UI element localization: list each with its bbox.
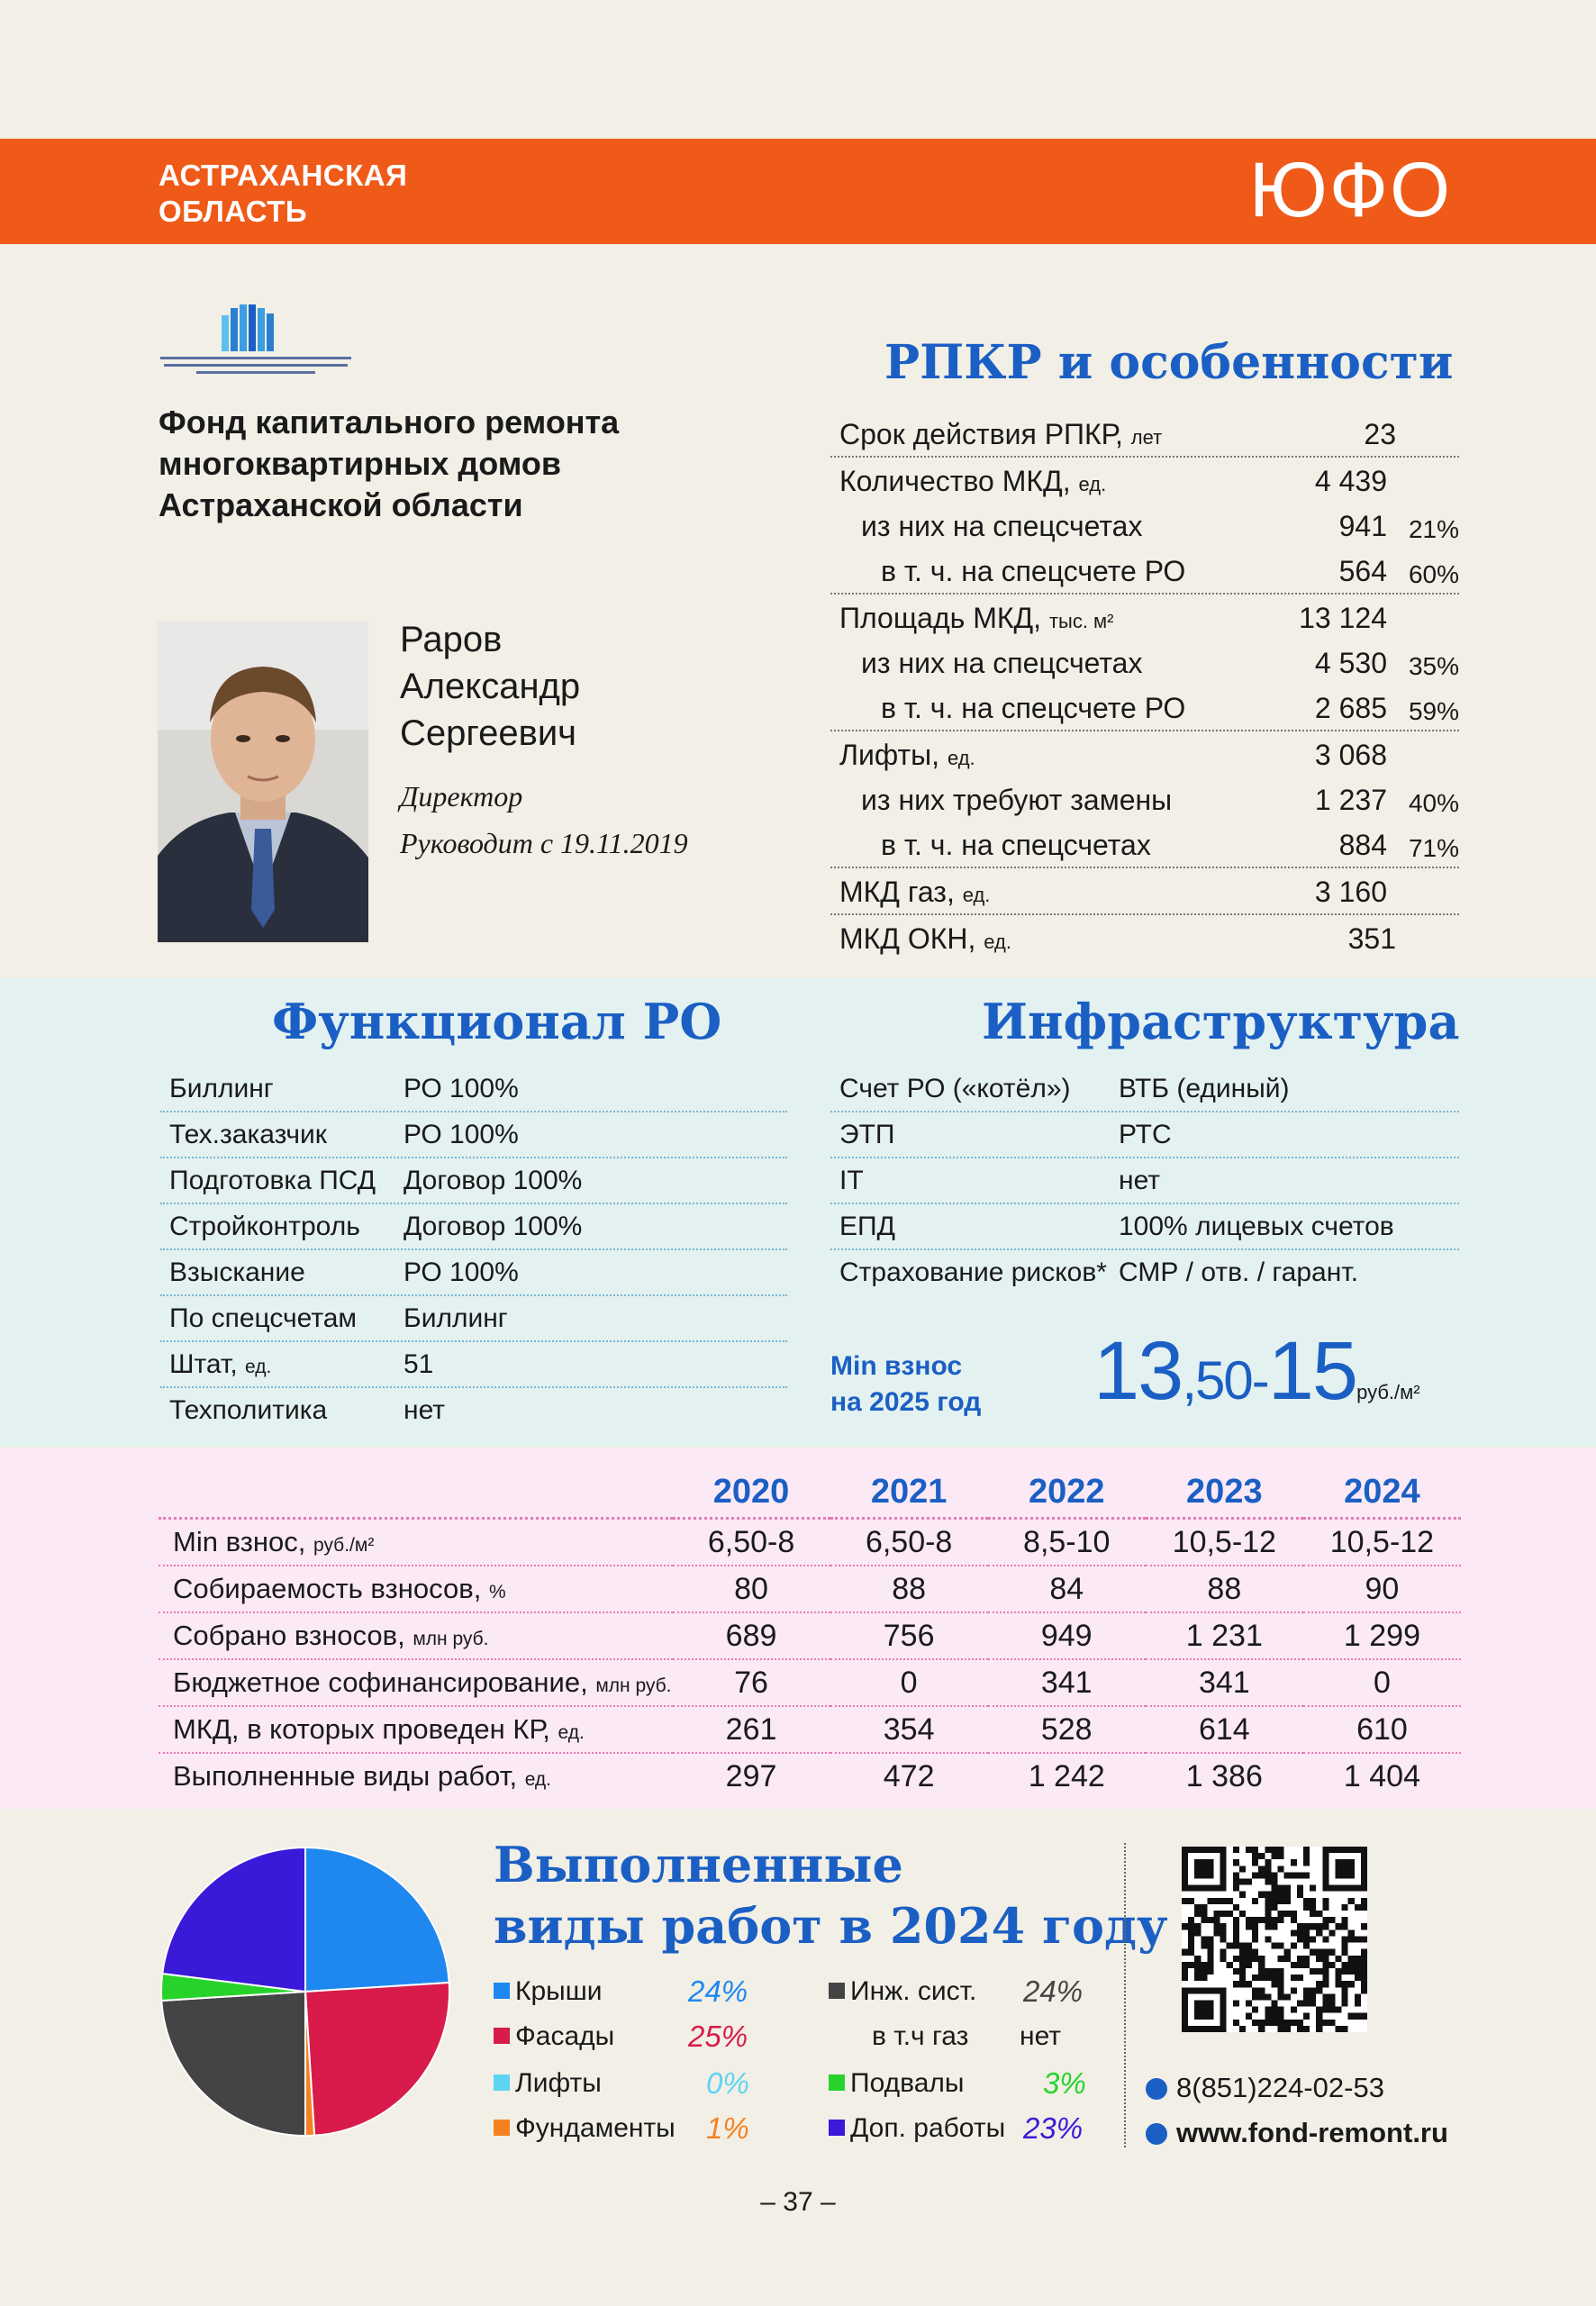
legend-pct-lifts: 0% — [706, 2066, 749, 2100]
stats-table — [159, 1466, 1461, 1799]
rpkr-row-label: из них на спецсчетах — [861, 647, 1143, 679]
legend-value-gas: нет — [1020, 2021, 1061, 2051]
min-fee-label-year: на 2025 год — [830, 1387, 982, 1417]
stats-row: Бюджетное софинансирование, млн руб. 76 0 341 341 0 — [159, 1659, 1461, 1706]
rpkr-row-value: 941 — [1338, 510, 1387, 542]
rpkr-row — [830, 776, 1459, 822]
legend-pct-engineering: 24% — [1023, 1975, 1084, 2008]
rpkr-row-label: Срок действия РПКР, лет — [839, 418, 1163, 450]
infrastructure-table — [830, 1067, 1459, 1294]
year-header: 2024 — [1303, 1466, 1461, 1519]
legend-item-foundations: Фундаменты — [494, 2113, 676, 2144]
year-header: 2023 — [1146, 1466, 1303, 1519]
legend-item-basements: Подвалы — [829, 2068, 964, 2099]
functional-row: Стройконтроль Договор 100% — [160, 1204, 787, 1250]
works-title-line2: виды работ в 2024 году — [494, 1897, 1168, 1955]
rpkr-row-value: 564 — [1338, 555, 1387, 587]
fund-name-line2: многоквартирных домов — [159, 445, 561, 482]
legend-pct-facades: 25% — [688, 2020, 748, 2053]
infrastructure-row: ЕПД 100% лицевых счетов — [830, 1204, 1459, 1250]
contact-website-link[interactable]: www.fond-remont.ru — [1146, 2117, 1448, 2149]
stats-header-row — [159, 1466, 1461, 1519]
stats-row: Собираемость взносов, % 80 88 84 88 90 — [159, 1566, 1461, 1612]
infrastructure-row: ЭТП РТС — [830, 1112, 1459, 1158]
legend-item-facades: Фасады — [494, 2021, 614, 2052]
rpkr-row-percent: 35% — [1408, 652, 1459, 680]
rpkr-row — [830, 822, 1459, 868]
director-since: Руководит с 19.11.2019 — [400, 827, 688, 859]
rpkr-row-label: в т. ч. на спецсчете РО — [881, 692, 1186, 724]
rpkr-row-value: 4 439 — [1314, 465, 1387, 497]
fund-name-line1: Фонд капитального ремонта — [159, 404, 620, 440]
functional-row: Тех.заказчик РО 100% — [160, 1112, 787, 1158]
stats-row: Выполненные виды работ, ед. 297 472 1 242 1 386 1 404 — [159, 1753, 1461, 1799]
director-patronymic: Сергеевич — [400, 713, 577, 753]
functional-row: Взыскание РО 100% — [160, 1250, 787, 1296]
rpkr-row-percent: 40% — [1408, 789, 1459, 817]
rpkr-row-label: из них требуют замены — [861, 784, 1173, 816]
functional-row: Штат, ед. 51 — [160, 1342, 787, 1388]
functional-row: По спецсчетам Биллинг — [160, 1296, 787, 1342]
infrastructure-row: Счет РО («котёл») ВТБ (единый) — [830, 1067, 1459, 1112]
rpkr-row-value: 1 237 — [1314, 784, 1387, 816]
year-header: 2022 — [988, 1466, 1146, 1519]
rpkr-row — [830, 868, 1459, 915]
rpkr-title: РПКР и особенности — [884, 335, 1454, 390]
fund-logo — [160, 304, 351, 387]
rpkr-row-percent: 21% — [1408, 515, 1459, 543]
stats-row-label: Бюджетное софинансирование, млн руб. — [159, 1659, 673, 1706]
rpkr-row-value: 884 — [1338, 829, 1387, 861]
year-header: 2020 — [673, 1466, 830, 1519]
legend-pct-roofs: 24% — [688, 1975, 748, 2008]
stats-row: Min взнос, руб./м² 6,50-8 6,50-8 8,5-10 10,5-12 10,5-12 — [159, 1519, 1461, 1566]
stats-row: Собрано взносов, млн руб. 689 756 949 1 231 1 299 — [159, 1612, 1461, 1659]
legend-item-gas: в т.ч газ — [872, 2021, 969, 2051]
rpkr-row-value: 13 124 — [1299, 602, 1387, 634]
pie-slice-1 — [305, 1983, 449, 2136]
rpkr-row-value: 3 160 — [1314, 876, 1387, 908]
region-name-line2: ОБЛАСТЬ — [159, 195, 308, 228]
rpkr-row-percent: 60% — [1408, 560, 1459, 588]
rpkr-row-value: 3 068 — [1314, 739, 1387, 771]
works-title-line1: Выполненные — [494, 1836, 903, 1893]
rpkr-row-value: 351 — [1347, 922, 1396, 955]
rpkr-row-label: МКД газ, ед. — [839, 876, 991, 908]
functional-title: Функционал РО — [272, 993, 722, 1050]
functional-row: Биллинг РО 100% — [160, 1067, 787, 1112]
legend-pct-foundations: 1% — [706, 2111, 749, 2145]
stats-row: МКД, в которых проведен КР, ед. 261 354 528 614 610 — [159, 1706, 1461, 1753]
rpkr-row-percent: 59% — [1408, 697, 1459, 725]
director-photo — [158, 622, 368, 942]
rpkr-row-label: в т. ч. на спецсчете РО — [881, 555, 1186, 587]
pie-slice-6 — [162, 1848, 305, 1992]
rpkr-row — [830, 915, 1459, 960]
legend-item-lifts: Лифты — [494, 2068, 602, 2099]
rpkr-table — [830, 411, 1459, 960]
infrastructure-row: Страхование рисков* СМР / отв. / гарант. — [839, 1257, 1359, 1287]
rpkr-row-label: Площадь МКД, тыс. м² — [839, 602, 1114, 634]
rpkr-row-label: Лифты, ед. — [839, 739, 975, 771]
rpkr-row-value: 2 685 — [1314, 692, 1387, 724]
min-fee-label: Min взнос — [830, 1351, 963, 1381]
phone-icon — [1146, 2078, 1167, 2100]
legend-pct-extra-works: 23% — [1023, 2111, 1084, 2145]
legend-pct-basements: 3% — [1043, 2066, 1086, 2100]
rpkr-row-value: 23 — [1364, 418, 1396, 450]
rpkr-row-label: из них на спецсчетах — [861, 510, 1143, 542]
district-label: ЮФО — [1248, 147, 1452, 233]
rpkr-row — [830, 458, 1459, 503]
functional-row: Подготовка ПСД Договор 100% — [160, 1158, 787, 1204]
rpkr-row — [830, 548, 1459, 595]
rpkr-row — [830, 503, 1459, 548]
rpkr-row — [830, 595, 1459, 640]
legend-item-extra-works: Доп. работы — [829, 2113, 1005, 2144]
works-pie-chart — [159, 1845, 452, 2138]
functional-table — [160, 1067, 787, 1432]
stats-row-label: Собираемость взносов, % — [159, 1566, 673, 1612]
pie-slice-4 — [161, 1992, 305, 2136]
infrastructure-title: Инфраструктура — [982, 993, 1460, 1050]
stats-row-label: МКД, в которых проведен КР, ед. — [159, 1706, 673, 1753]
qr-code[interactable] — [1182, 1847, 1367, 2032]
stats-row-label: Собрано взносов, млн руб. — [159, 1612, 673, 1659]
stats-row-label: Выполненные виды работ, ед. — [173, 1760, 552, 1792]
rpkr-row-percent: 71% — [1408, 834, 1459, 862]
rpkr-row — [830, 640, 1459, 685]
functional-row: Техполитика нет — [169, 1395, 445, 1425]
director-position: Директор — [400, 780, 523, 813]
globe-icon — [1146, 2123, 1167, 2145]
stats-row-label: Min взнос, руб./м² — [159, 1519, 673, 1566]
vertical-divider — [1124, 1843, 1126, 2147]
rpkr-row-label: МКД ОКН, ед. — [839, 922, 1011, 955]
pie-slice-0 — [305, 1848, 449, 1992]
rpkr-row — [830, 731, 1459, 776]
fund-name-line3: Астраханской области — [159, 486, 523, 523]
legend-item-roofs: Крыши — [494, 1976, 603, 2007]
rpkr-row-value: 4 530 — [1314, 647, 1387, 679]
director-first-name: Александр — [400, 667, 581, 706]
rpkr-row-label: Количество МКД, ед. — [839, 465, 1107, 497]
page-number: – 37 – — [760, 2187, 836, 2217]
infrastructure-row: IT нет — [830, 1158, 1459, 1204]
contact-phone[interactable]: 8(851)224-02-53 — [1146, 2072, 1384, 2104]
rpkr-row-label: в т. ч. на спецсчетах — [881, 829, 1151, 861]
min-fee-value: 13,50-15руб./м² — [1093, 1325, 1420, 1417]
year-header: 2021 — [830, 1466, 988, 1519]
director-surname: Раров — [400, 620, 503, 659]
rpkr-row — [830, 411, 1459, 458]
legend-item-engineering: Инж. сист. — [829, 1976, 976, 2007]
region-name: АСТРАХАНСКАЯ — [159, 159, 408, 192]
rpkr-row — [830, 685, 1459, 731]
